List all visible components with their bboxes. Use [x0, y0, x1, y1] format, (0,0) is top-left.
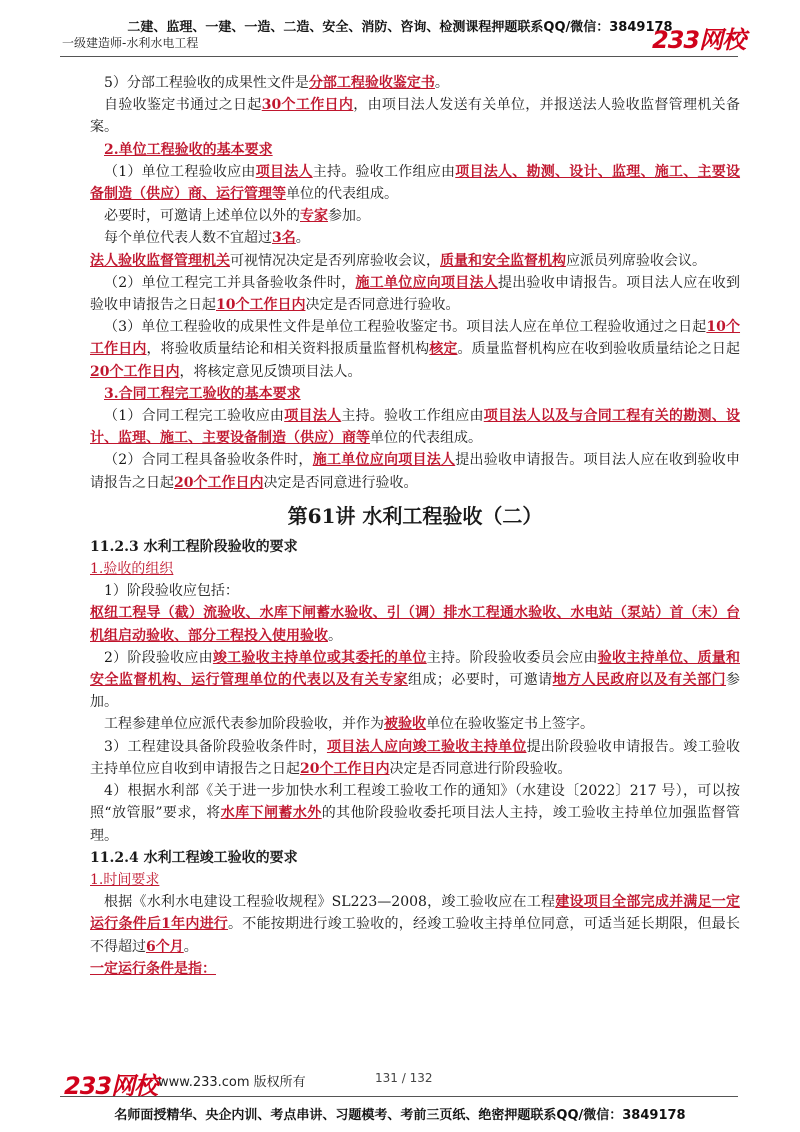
footer-divider: [60, 1096, 738, 1097]
paragraph: 2）阶段验收应由竣工验收主持单位或其委托的单位主持。阶段验收委员会应由验收主持单位、质量和安全监督机构、运行管理单位的代表以及有关专家组成；必要时，可邀请地方人民政府以及有关部门参加。: [90, 649, 741, 711]
section-heading: 11.2.4 水利工程竣工验收的要求: [90, 849, 298, 866]
paragraph: 枢纽工程导（截）流验收、水库下闸蓄水验收、引（调）排水工程通水验收、水电站（泵站）首（末）台机组启动验收、部分工程投入使用验收。: [90, 605, 740, 644]
paragraph: 自验收鉴定书通过之日起30个工作日内，由项目法人发送有关单位，并报送法人验收监督管理机关备案。: [90, 97, 741, 136]
paragraph: 一定运行条件是指：: [90, 960, 216, 977]
footer-promo-text: 名师面授精华、央企内训、考点串讲、习题模考、考前三页纸、绝密押题联系QQ/微信：3849178: [114, 1108, 686, 1123]
paragraph: （3）单位工程验收的成果性文件是单位工程验收鉴定书。项目法人应在单位工程验收通过之日起10个工作日内，将验收质量结论和相关资料报质量监督机构核定。质量监督机构应在收到验收质量结论之日起20个工作日内，将核定意见反馈项目法人。: [90, 319, 741, 380]
section-heading: 2.单位工程验收的基本要求: [104, 141, 273, 158]
paragraph: 每个单位代表人数不宜超过3名。: [104, 230, 310, 247]
subsection-heading: 1.验收的组织: [90, 561, 174, 578]
page-number: 131 / 132: [375, 1071, 433, 1085]
course-title: 一级建造师-水利水电工程: [62, 36, 199, 50]
section-heading: 11.2.3 水利工程阶段验收的要求: [90, 538, 298, 555]
paragraph: （2）合同工程具备验收条件时，施工单位应向项目法人提出验收申请报告。项目法人应在收到验收申请报告之日起20个工作日内决定是否同意进行验收。: [90, 452, 741, 491]
paragraph: 4）根据水利部《关于进一步加快水利工程竣工验收工作的通知》（水建设〔2022〕217 号），可以按照“放管服”要求，将水库下闸蓄水外的其他阶段验收委托项目法人主持，竣工验收主持单位加强监督管理。: [90, 783, 740, 844]
paragraph: （2）单位工程完工并具备验收条件时，施工单位应向项目法人提出验收申请报告。项目法人应在收到验收申请报告之日起10个工作日内决定是否同意进行验收。: [90, 274, 741, 314]
paragraph: 5）分部工程验收的成果性文件是分部工程验收鉴定书。: [104, 75, 449, 91]
footer-logo: 233网校: [64, 1072, 158, 1100]
paragraph: 3）工程建设具备阶段验收条件时，项目法人应向竣工验收主持单位提出阶段验收申请报告。竣工验收主持单位应自收到申请报告之日起20个工作日内决定是否同意进行阶段验收。: [90, 738, 740, 777]
page-header: [0, 0, 800, 56]
document-body: [90, 72, 740, 980]
brand-logo: 233网校: [652, 26, 746, 54]
paragraph: （1）合同工程完工验收应由项目法人主持。验收工作组应由项目法人以及与合同工程有关的勘测、设计、监理、施工、主要设备制造（供应）商等单位的代表组成。: [90, 408, 741, 447]
paragraph: 必要时，可邀请上述单位以外的专家参加。: [104, 208, 370, 225]
section-heading: 3.合同工程完工验收的基本要求: [104, 385, 301, 402]
subsection-heading: 1.时间要求: [90, 871, 160, 888]
paragraph: 工程参建单位应派代表参加阶段验收，并作为被验收单位在验收鉴定书上签字。: [104, 716, 594, 733]
footer-site: www.233.com 版权所有: [158, 1075, 306, 1090]
paragraph: 根据《水利水电建设工程验收规程》SL223—2008，竣工验收应在工程建设项目全部完成并满足一定运行条件后1年内进行。不能按期进行竣工验收的，经竣工验收主持单位同意，可适当延长期限，但最长不得超过6个月。: [90, 894, 741, 955]
page-footer: [0, 1062, 800, 1132]
lecture-title: 第61讲 水利工程验收（二）: [287, 503, 543, 528]
header-divider: [60, 56, 738, 57]
header-promo-text: 二建、监理、一建、一造、二造、安全、消防、咨询、检测课程押题联系QQ/微信：3849178: [127, 20, 673, 35]
paragraph: （1）单位工程验收应由项目法人主持。验收工作组应由项目法人、勘测、设计、监理、施工、主要设备制造（供应）商、运行管理等单位的代表组成。: [90, 163, 741, 203]
paragraph: 1）阶段验收应包括：: [104, 583, 239, 600]
paragraph: 法人验收监督管理机关可视情况决定是否列席验收会议，质量和安全监督机构应派员列席验收会议。: [90, 252, 706, 269]
